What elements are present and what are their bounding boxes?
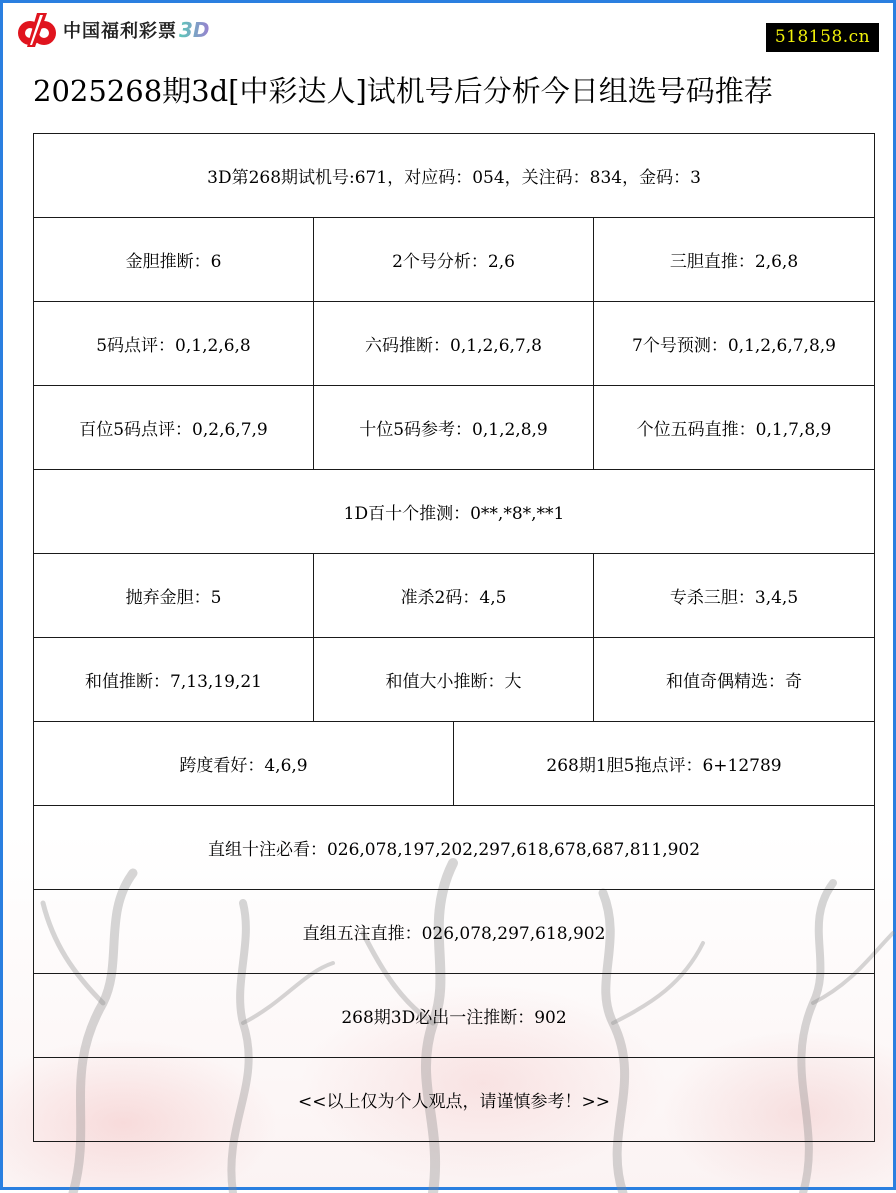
table-cell: 直组十注必看：026,078,197,202,297,618,678,687,811,902 [34,806,875,890]
table-cell: 和值大小推断：大 [314,638,594,722]
lottery-logo-icon [13,11,59,49]
table-cell: 准杀2码：4,5 [314,554,594,638]
table-cell: 六码推断：0,1,2,6,7,8 [314,302,594,386]
table-cell: 三胆直推：2,6,8 [594,218,875,302]
table-cell: 268期1胆5拖点评：6+12789 [454,722,875,806]
table-row [34,638,875,722]
table-cell: 268期3D必出一注推断：902 [34,974,875,1058]
table-row [34,1058,875,1142]
table-row [34,554,875,638]
table-cell: 个位五码直推：0,1,7,8,9 [594,386,875,470]
table-row [34,806,875,890]
table-cell: 2个号分析：2,6 [314,218,594,302]
table-row [34,974,875,1058]
table-cell: 7个号预测：0,1,2,6,7,8,9 [594,302,875,386]
table-row [34,470,875,554]
table-cell: 十位5码参考：0,1,2,8,9 [314,386,594,470]
table-row [34,722,875,806]
table-row [34,386,875,470]
table-row [34,302,875,386]
table-cell: 跨度看好：4,6,9 [34,722,454,806]
table-cell: 抛弃金胆：5 [34,554,314,638]
page-title: 2025268期3d[中彩达人]试机号后分析今日组选号码推荐 [33,74,773,108]
china-welfare-lottery-logo[interactable] [13,11,210,49]
logo-3d-suffix: 3D [179,18,210,42]
table-row [34,218,875,302]
header [3,3,896,63]
table-cell: 直组五注直推：026,078,297,618,902 [34,890,875,974]
table-cell: 5码点评：0,1,2,6,8 [34,302,314,386]
table-cell: 金胆推断：6 [34,218,314,302]
site-badge[interactable]: 518158.cn [766,23,879,52]
table-cell: 专杀三胆：3,4,5 [594,554,875,638]
table-row [34,134,875,218]
table-cell: 和值推断：7,13,19,21 [34,638,314,722]
table-cell: 百位5码点评：0,2,6,7,9 [34,386,314,470]
prediction-table [33,133,875,1142]
test-number-summary: 3D第268期试机号:671，对应码：054，关注码：834，金码：3 [34,134,875,218]
table-row [34,890,875,974]
logo-text: 中国福利彩票 [63,21,177,42]
table-cell: 1D百十个推测：0**,*8*,**1 [34,470,875,554]
table-cell: 和值奇偶精选：奇 [594,638,875,722]
disclaimer: <<以上仅为个人观点，请谨慎参考！>> [34,1058,875,1142]
